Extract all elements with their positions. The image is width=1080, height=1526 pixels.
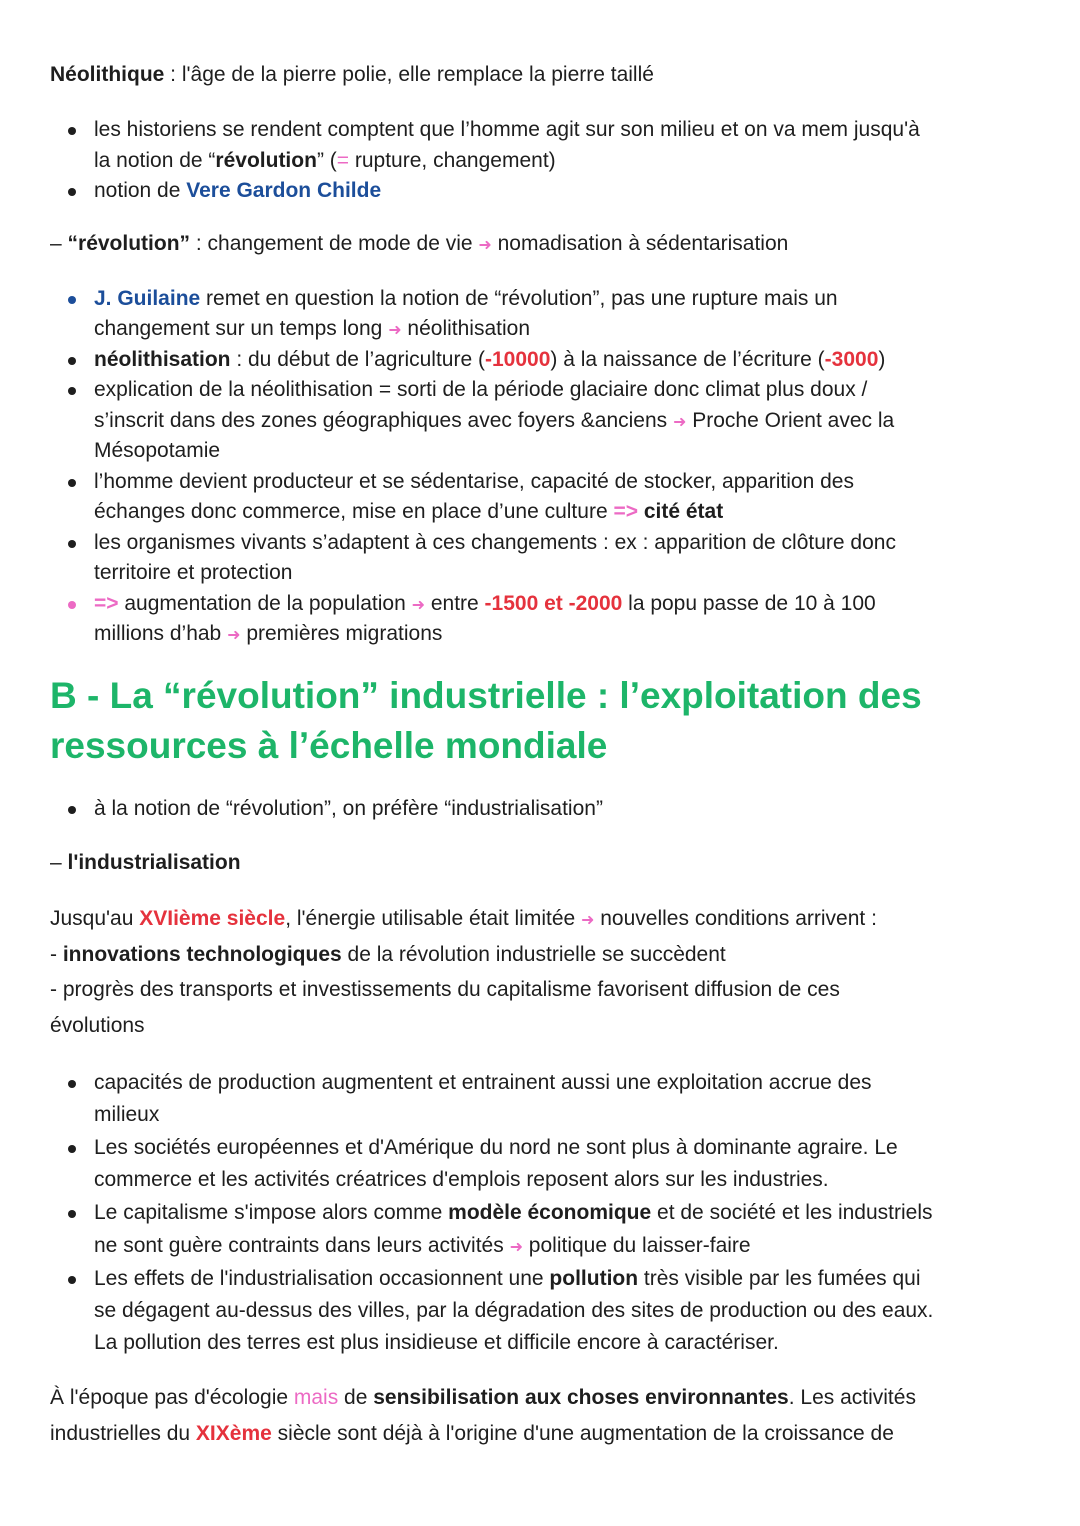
list-item: à la notion de “révolution”, on préfère “industrialisation”	[94, 797, 603, 820]
bullet-icon	[68, 296, 76, 304]
arrow-right-icon: ➜	[227, 627, 241, 644]
arrow-right-icon: ➜	[478, 237, 492, 254]
list-item-continuation: territoire et protection	[94, 561, 293, 584]
highlight-mais: mais	[293, 1386, 339, 1409]
paragraph-continuation: industrielles du XIXème siècle sont déjà à l'origine d'une augmentation de la croissance de	[50, 1422, 894, 1445]
bullet-icon	[68, 1210, 76, 1218]
bullet-icon	[68, 127, 76, 135]
list-item: Les sociétés européennes et d'Amérique du nord ne sont plus à dominante agraire. Le	[94, 1136, 898, 1159]
section-heading: B - La “révolution” industrielle : l’exploitation des	[50, 675, 922, 716]
dash-item-continuation: évolutions	[50, 1014, 145, 1037]
section-heading-continuation: ressources à l’échelle mondiale	[50, 725, 608, 766]
dash-item: - progrès des transports et investissements du capitalisme favorisent diffusion de ces	[50, 978, 840, 1001]
paragraph: Jusqu'au XVIième siècle, l'énergie utilisable était limitée ➜ nouvelles conditions arrivent :	[50, 907, 877, 930]
arrow-right-icon: ➜	[411, 597, 425, 614]
list-item: Le capitalisme s'impose alors comme modèle économique et de société et les industriels	[94, 1201, 933, 1224]
list-item-continuation: millions d’hab ➜ premières migrations	[94, 622, 443, 645]
list-item-continuation: échanges donc commerce, mise en place d’une culture => cité état	[94, 500, 724, 523]
list-item: notion de Vere Gardon Childe	[94, 179, 382, 202]
arrow-right-icon: ➜	[388, 322, 402, 339]
author-name: J. Guilaine	[94, 287, 201, 310]
bullet-icon	[68, 188, 76, 196]
equals-symbol: =	[336, 149, 350, 172]
list-item-continuation: milieux	[94, 1103, 160, 1126]
term-neolithique: Néolithique	[50, 63, 165, 86]
list-item: néolithisation : du début de l’agriculture (-10000) à la naissance de l’écriture (-3000)	[94, 348, 886, 371]
list-item-continuation: ne sont guère contraints dans leurs activités ➜ politique du laisser-faire	[94, 1234, 751, 1257]
list-item: explication de la néolithisation = sorti de la période glaciaire donc climat plus doux /	[94, 378, 868, 401]
list-item: Les effets de l'industrialisation occasionnent une pollution très visible par les fumées qui	[94, 1267, 921, 1290]
bullet-icon	[68, 1276, 76, 1284]
list-item-continuation: la notion de “révolution” (= rupture, changement)	[94, 149, 556, 172]
arrow-right-icon: ➜	[581, 912, 595, 929]
list-item: J. Guilaine remet en question la notion de “révolution”, pas une rupture mais un	[94, 287, 838, 310]
implies-symbol: =>	[613, 500, 638, 523]
bullet-icon	[68, 806, 76, 814]
list-item: l’homme devient producteur et se sédentarise, capacité de stocker, apparition des	[94, 470, 854, 493]
bullet-icon	[68, 540, 76, 548]
author-name: Vere Gardon Childe	[186, 179, 382, 202]
bullet-icon	[68, 1080, 76, 1088]
list-item-continuation: commerce et les activités créatrices d'emplois reposent alors sur les industries.	[94, 1168, 829, 1191]
list-item-continuation: changement sur un temps long ➜ néolithisation	[94, 317, 531, 340]
list-item: les organismes vivants s’adaptent à ces changements : ex : apparition de clôture donc	[94, 531, 896, 554]
bullet-icon	[68, 479, 76, 487]
century: XVIième siècle	[139, 907, 286, 930]
date-value: -3000	[824, 348, 879, 371]
century: XIXème	[195, 1422, 272, 1445]
list-item-continuation: Mésopotamie	[94, 439, 221, 462]
bullet-icon	[68, 357, 76, 365]
date-value: -10000	[484, 348, 551, 371]
arrow-right-icon: ➜	[509, 1239, 523, 1256]
bullet-icon	[68, 1145, 76, 1153]
list-item: => augmentation de la population ➜ entre -1500 et -2000 la popu passe de 10 à 100	[94, 592, 876, 615]
date-range: -1500 et -2000	[484, 592, 623, 615]
arrow-right-icon: ➜	[673, 414, 687, 431]
implies-symbol: =>	[94, 592, 119, 615]
list-item-continuation: se dégagent au-dessus des villes, par la dégradation des sites de production ou des eaux.	[94, 1299, 934, 1322]
subheading-industrialisation: – l'industrialisation	[50, 851, 241, 874]
bullet-icon	[68, 601, 76, 609]
dash-item: - innovations technologiques de la révolution industrielle se succèdent	[50, 943, 726, 966]
list-item: les historiens se rendent comptent que l’homme agit sur son milieu et on va mem jusqu'à	[94, 118, 920, 141]
keyword-revolution: révolution	[215, 149, 317, 172]
list-item-continuation: s’inscrit dans des zones géographiques avec foyers &anciens ➜ Proche Orient avec la	[94, 409, 895, 432]
paragraph: À l'époque pas d'écologie mais de sensibilisation aux choses environnantes. Les activités	[50, 1386, 916, 1409]
dash-line-revolution: – “révolution” : changement de mode de vie ➜ nomadisation à sédentarisation	[50, 232, 789, 255]
intro-definition: Néolithique : l'âge de la pierre polie, elle remplace la pierre taillé	[50, 63, 654, 86]
bullet-icon	[68, 387, 76, 395]
list-item-continuation: La pollution des terres est plus insidieuse et difficile encore à caractériser.	[94, 1331, 779, 1354]
list-item: capacités de production augmentent et entrainent aussi une exploitation accrue des	[94, 1071, 872, 1094]
